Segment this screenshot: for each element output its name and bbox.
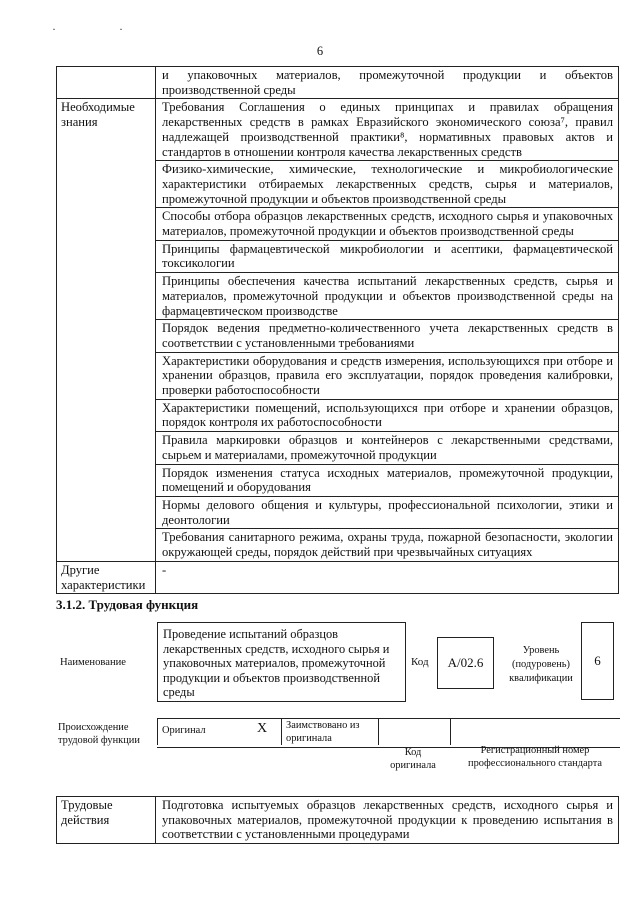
table-row bbox=[57, 67, 619, 99]
code-original-caption: Код оригинала bbox=[390, 747, 436, 771]
row-value: и упаковочных материалов, промежуточной продукции и объектов производственной среды bbox=[156, 67, 619, 99]
knowledge-table bbox=[56, 66, 619, 594]
row-value: Нормы делового общения и культуры, профессиональной психологии, этики и деонтологии bbox=[156, 496, 619, 528]
qualification-level-box: 6 bbox=[581, 622, 614, 700]
function-name-box: Проведение испытаний образцов лекарственных средств, исходного сырья и упаковочных материалов, промежуточной продукции и объектов производственной среды bbox=[157, 622, 406, 702]
row-value: Способы отбора образцов лекарственных средств, исходного сырья и упаковочных материалов, промежуточной продукции и объектов производственной среды bbox=[156, 208, 619, 240]
original-label: Оригинал bbox=[162, 725, 206, 736]
row-value: Принципы обеспечения качества испытаний лекарственных средств, сырья и материалов, промежуточной продукции и объектов производственной среды на фармацевтическом производстве bbox=[156, 273, 619, 320]
borrowed-label: Заимствовано из оригинала bbox=[286, 720, 360, 744]
page-number: 6 bbox=[316, 44, 324, 58]
row-value: Правила маркировки образцов и контейнеров с лекарственными средствами, сырьем и материалами, промежуточной продукции bbox=[156, 432, 619, 464]
original-mark-cell bbox=[249, 719, 281, 745]
row-value: - bbox=[156, 561, 619, 593]
actions-table bbox=[56, 796, 619, 844]
qualification-level-label: Уровень (подуровень) квалификации bbox=[509, 645, 573, 684]
labor-actions-label: Трудовые действия bbox=[57, 797, 156, 844]
code-value-box: А/02.6 bbox=[437, 637, 494, 689]
row-value: Характеристики помещений, использующихся при отборе и хранении образцов, порядок контроля их работоспособности bbox=[156, 399, 619, 431]
row-label bbox=[57, 67, 156, 99]
table-row bbox=[57, 561, 619, 593]
original-cell bbox=[157, 719, 249, 745]
required-knowledge-label: Необходимые знания bbox=[57, 99, 156, 561]
original-mark: X bbox=[257, 721, 268, 736]
row-value: Физико-химические, химические, технологические и микробиологические характеристики отбираемых лекарственных средств, сырья и материалов, промежуточной продукции и объектов производственной среды bbox=[156, 161, 619, 208]
reg-number-cell bbox=[450, 719, 620, 745]
origin-label: Происхождение трудовой функции bbox=[58, 722, 140, 746]
section-title: 3.1.2. Трудовая функция bbox=[56, 597, 199, 612]
reg-number-caption: Регистрационный номер профессионального стандарта bbox=[468, 745, 602, 769]
other-characteristics-label: Другие характеристики bbox=[57, 561, 156, 593]
scan-marks: · · bbox=[52, 22, 153, 36]
labor-actions-value: Подготовка испытуемых образцов лекарственных средств, исходного сырья и упаковочных материалов, промежуточной продукции к проведению испытания в соответствии с установленными процедурами bbox=[156, 797, 619, 844]
row-value: Требования санитарного режима, охраны труда, пожарной безопасности, экологии окружающей среды, порядок действий при чрезвычайных ситуациях bbox=[156, 529, 619, 561]
table-row bbox=[57, 99, 619, 161]
row-value: Требования Соглашения о единых принципах и правилах обращения лекарственных средств в рамках Евразийского экономического союза⁷, правил надлежащей производственной практики⁸, нормативных правовых актов и стандартов в отношении контроля качества лекарственных средств bbox=[156, 99, 619, 161]
row-value: Порядок изменения статуса исходных материалов, промежуточной продукции, помещений и оборудования bbox=[156, 464, 619, 496]
borrowed-cell bbox=[281, 719, 378, 745]
original-code-cell bbox=[378, 719, 450, 745]
row-value: Характеристики оборудования и средств измерения, использующихся при отборе и хранении образцов, правила его эксплуатации, порядок проведения калибровки, проверки работоспособности bbox=[156, 352, 619, 399]
code-label: Код bbox=[411, 656, 429, 668]
table-row bbox=[57, 797, 619, 844]
row-value: Принципы фармацевтической микробиологии и асептики, фармацевтической токсикологии bbox=[156, 240, 619, 272]
row-value: Порядок ведения предметно-количественного учета лекарственных средств в соответствии с установленными требованиями bbox=[156, 320, 619, 352]
name-label: Наименование bbox=[60, 657, 126, 668]
